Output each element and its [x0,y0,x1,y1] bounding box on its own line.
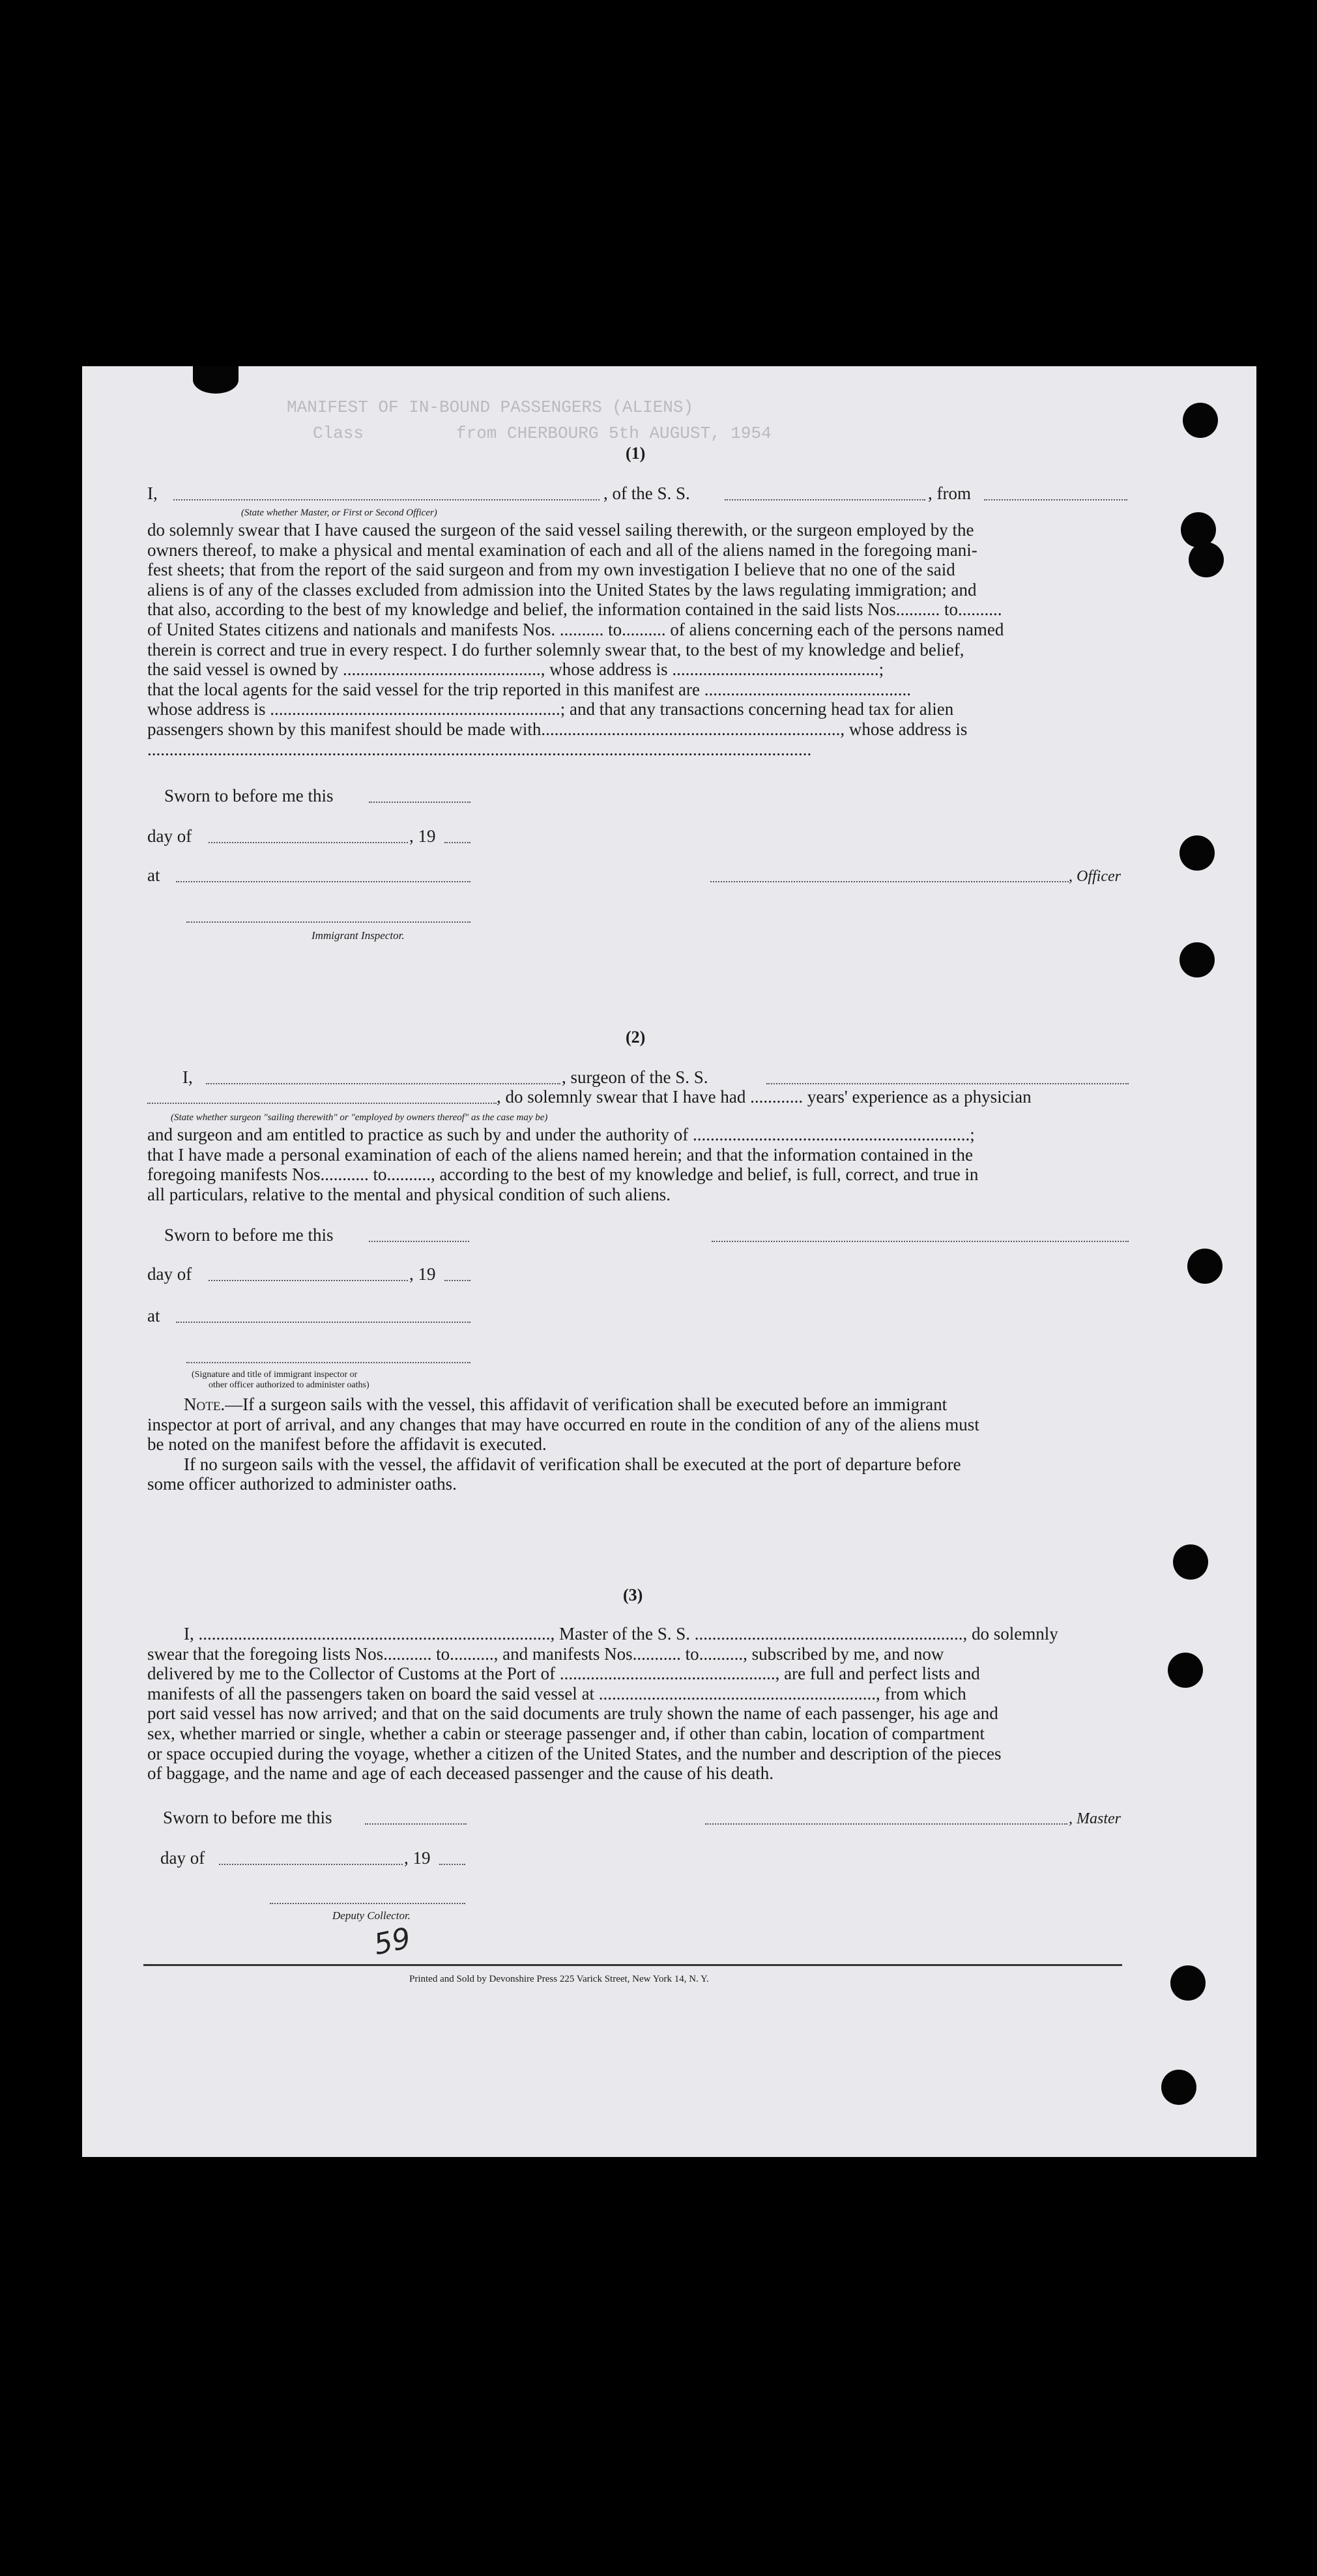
note-line-3: be noted on the manifest before the affidavit is executed. [147,1434,547,1454]
section-2-day-of: day of [147,1264,192,1284]
binder-hole-7 [1173,1544,1208,1580]
section-1-line-4: aliens is of any of the classes excluded from admission into the United States by the laws regulating immigration; and [147,579,977,600]
collector-label: Deputy Collector. [332,1909,411,1922]
bleed-through-header-1: MANIFEST OF IN-BOUND PASSENGERS (ALIENS) [287,398,694,417]
binder-hole-10 [1161,2070,1196,2105]
section-1-line-8: the said vessel is owned by ............................................., whose address is ...............................................; [147,659,884,680]
section-2-swear-line: , do solemnly swear that I have had ............ years' experience as a physician [497,1087,1032,1107]
binder-hole-4 [1180,835,1215,871]
section-2-day-line [209,1280,408,1281]
section-2-sworn-line [369,1241,469,1242]
officer-signature-line [710,881,1069,882]
section-2-line-1: and surgeon and am entitled to practice as such by and under the authority of ...............................................................; [147,1125,975,1144]
section-2-line-2: that I have made a personal examination of each of the aliens named herein; and that the information contained in the [147,1144,974,1165]
note-label: Note. [184,1395,225,1414]
bleed-through-header-2: Class [313,424,364,443]
section-3-line-6: sex, whether married or single, whether a cabin or steerage passenger and, if other than cabin, location of compartment [147,1723,985,1743]
section-1-at: at [147,865,160,885]
binder-hole-6 [1187,1249,1223,1284]
section-2-sig-note-1: (Signature and title of immigrant inspector or [192,1370,358,1380]
note-line-1 [147,1395,1131,1415]
section-2-year: , 19 [409,1264,436,1284]
section-3-year-line [439,1864,465,1865]
footer-rule [143,1964,1122,1966]
section-2-sig-note-2: other officer authorized to administer oaths) [209,1380,369,1390]
section-1-year-line [444,842,470,843]
inspector-signature-line [186,921,470,923]
section-2-surgeon-signature-line [712,1241,1129,1242]
section-3-day-of: day of [160,1848,205,1868]
section-2-year-line [444,1280,470,1281]
section-3-line-8: of baggage, and the name and age of each deceased passenger and the cause of his death. [147,1763,774,1784]
section-1-number: (1) [626,444,646,463]
section-3-year: , 19 [404,1848,431,1868]
vessel-name-line [725,499,925,500]
section-1-line-2: owners thereof, to make a physical and mental examination of each and all of the aliens named in the foregoing mani- [147,540,977,560]
note-text-1: —If a surgeon sails with the vessel, this affidavit of verification shall be executed before an immigrant [225,1395,948,1414]
section-1-sworn-line [369,802,470,803]
departure-port-line [984,499,1127,500]
section-2-oath-i: I, [182,1067,193,1087]
section-1-line-5: that also, according to the best of my knowledge and belief, the information contained in the said lists Nos.......... to.......... [147,600,1002,620]
section-2-sworn: Sworn to before me this [164,1225,334,1245]
section-1-line-3: fest sheets; that from the report of the said surgeon and from my own investigation I believe that no one of the said [147,560,955,580]
punch-mark [193,366,239,394]
section-3-line-5: port said vessel has now arrived; and that on the said documents are truly shown the name of each passenger, his age and [147,1703,998,1724]
note2-line-1: If no surgeon sails with the vessel, the affidavit of verification shall be executed at the port of departure before [184,1454,961,1474]
section-1-line-6: of United States citizens and nationals and manifests Nos. .......... to.......... of aliens concerning each of the persons named [147,619,1004,639]
section-2-surgeon-of: , surgeon of the S. S. [562,1067,708,1087]
section-2-inspector-line [186,1362,470,1363]
section-1-line-12: ....................................................................................................................................................... [147,739,812,759]
section-3-line-2: swear that the foregoing lists Nos........... to.........., and manifests Nos........... to.........., subscribed by me, and now [147,1643,944,1664]
master-signature-line [705,1823,1067,1825]
handwritten-mark: 59 [371,1921,414,1962]
section-1-day-of: day of [147,826,192,846]
section-2-note [147,1395,1131,1494]
note-line-2: inspector at port of arrival, and any changes that may have occurred en route in the condition of any of the aliens must [147,1414,979,1434]
section-1-day-line [209,842,408,843]
binder-hole-8 [1168,1653,1203,1688]
section-2-at: at [147,1306,160,1325]
section-1-oath-i: I, [147,484,158,503]
section-3-number: (3) [623,1585,643,1604]
bleed-through-block [534,756,1108,1017]
officer-name-line [173,499,600,500]
printer-credit: Printed and Sold by Devonshire Press 225 Varick Street, New York 14, N. Y. [409,1974,709,1984]
section-1-year: , 19 [409,826,436,846]
section-1-line-11: passengers shown by this manifest should be made with...................................................................., whose address is [147,719,968,739]
officer-note: (State whether Master, or First or Second Officer) [241,508,437,518]
binder-hole-5 [1180,942,1215,977]
section-3-line-1: I, ................................................................................, Master of the S. S. ............................................................., do solemnly [184,1624,1058,1643]
binder-hole-9 [1170,1965,1206,2001]
section-2-line-4: all particulars, relative to the mental and physical condition of such aliens. [147,1184,671,1204]
section-1-line-9: that the local agents for the said vessel for the trip reported in this manifest are ............................................... [147,679,911,699]
surgeon-name-line [206,1083,560,1084]
inspector-label: Immigrant Inspector. [311,929,405,942]
section-3-sworn: Sworn to before me this [163,1808,332,1827]
binder-hole-2 [1181,512,1216,547]
surgeon-type-line [147,1103,497,1104]
section-3-line-4: manifests of all the passengers taken on board the said vessel at ..............................................................., from which [147,1683,966,1703]
section-3-day-line [219,1864,403,1865]
binder-hole-3 [1189,542,1224,577]
section-3-line-7: or space occupied during the voyage, whether a citizen of the United States, and the number and description of the pieces [147,1743,1002,1763]
section-2-number: (2) [626,1028,646,1047]
section-3-sworn-line [365,1823,467,1825]
binder-hole-1 [1183,403,1218,438]
bleed-through-header-3: from CHERBOURG 5th AUGUST, 1954 [456,424,772,443]
section-3-paragraph [147,1624,1131,1784]
section-1-from: , from [928,484,971,503]
section-1-line-7: therein is correct and true in every respect. I do further solemnly swear that, to the best of my knowledge and belief, [147,639,964,659]
section-1-at-line [176,881,470,882]
section-2-vessel-line [766,1083,1129,1084]
master-label: , Master [1069,1810,1121,1827]
section-1-oath-paragraph [147,520,1131,759]
section-2-at-line [176,1322,470,1323]
note2-line-2: some officer authorized to administer oaths. [147,1474,457,1494]
section-1-line-1: do solemnly swear that I have caused the surgeon of the said vessel sailing therewith, or the surgeon employed by the [147,520,974,540]
section-1-sworn: Sworn to before me this [164,786,334,805]
surgeon-state-note: (State whether surgeon "sailing therewith" or "employed by owners thereof" as the case may be) [171,1112,548,1123]
section-2-paragraph [147,1125,1131,1204]
section-3-line-3: delivered by me to the Collector of Customs at the Port of ................................................., are full and perfect lists and [147,1664,980,1684]
section-1-of-the-ss: , of the S. S. [603,484,690,503]
section-1-line-10: whose address is ..................................................................; and that any transactions concerning head tax for alien [147,699,954,719]
section-2-line-3: foregoing manifests Nos........... to.........., according to the best of my knowledge and belief, is full, correct, and true in [147,1165,979,1185]
officer-label: , Officer [1069,868,1121,885]
collector-signature-line [270,1903,465,1904]
